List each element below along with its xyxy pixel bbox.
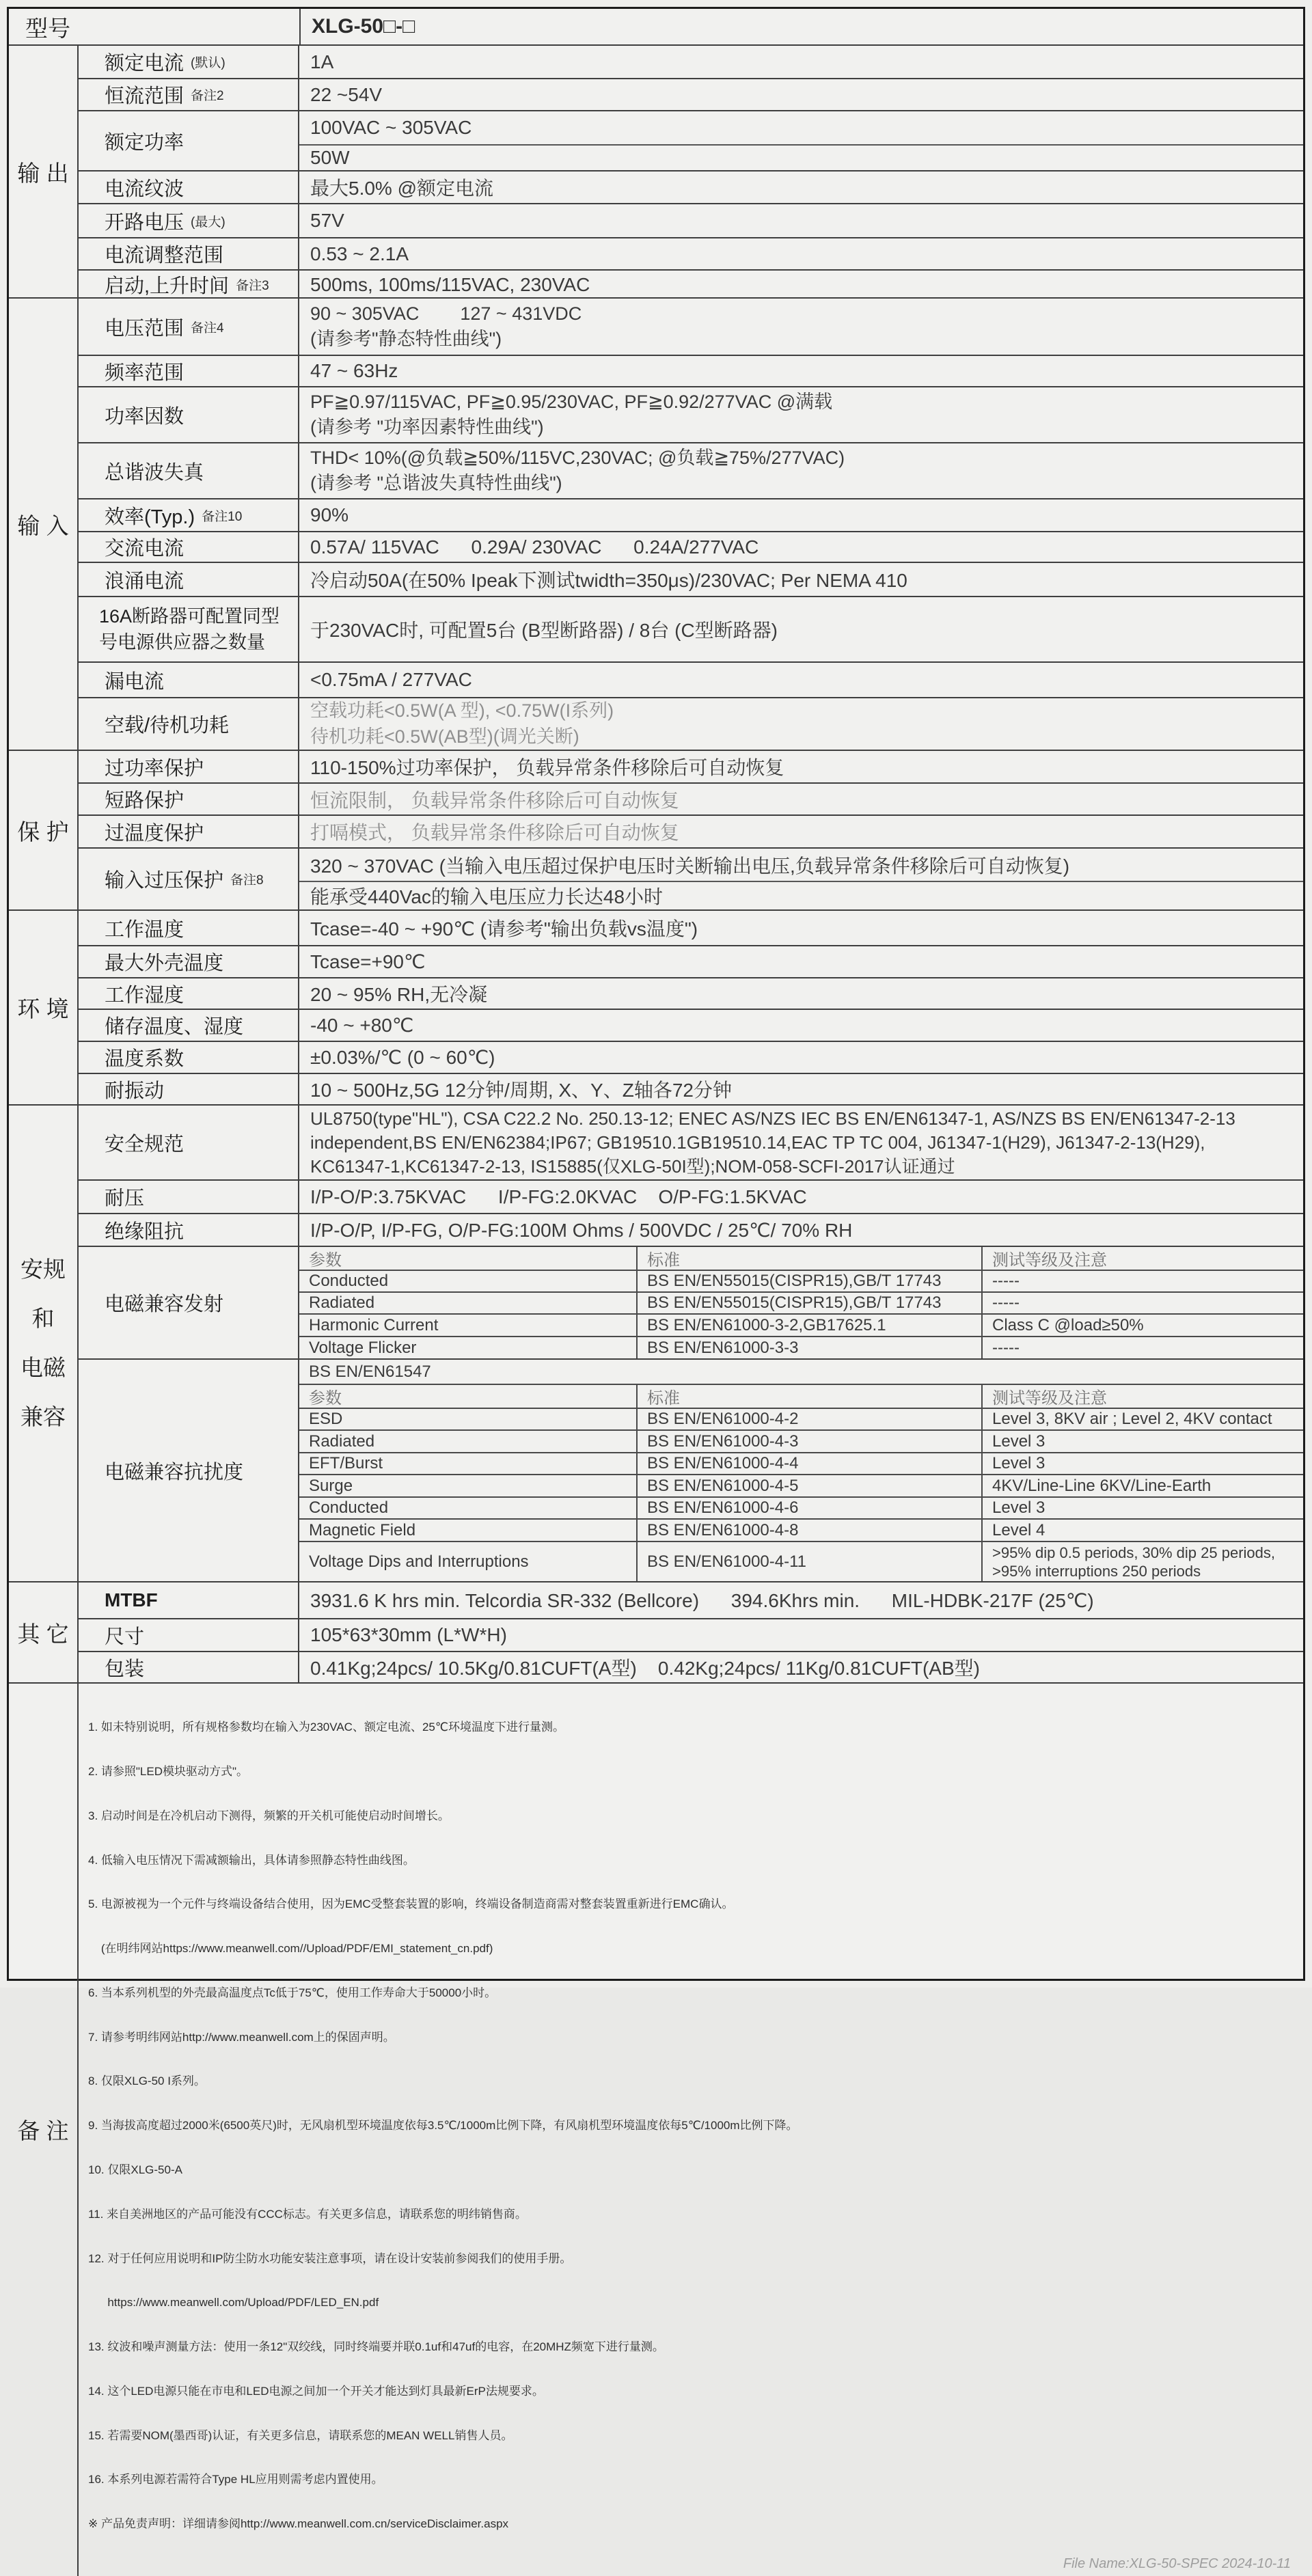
value-line: 90 ~ 305VAC 127 ~ 431VDC xyxy=(310,303,582,324)
model-row xyxy=(9,9,1303,44)
ripple-value: 最大5.0% @额定电流 xyxy=(310,178,494,199)
open-circuit-voltage-label xyxy=(79,204,299,237)
note-cell: Level 3 xyxy=(992,1498,1046,1517)
immunity-header-standard: 标准 xyxy=(638,1385,983,1408)
standard-cell: BS EN/EN55015(CISPR15),GB/T 17743 xyxy=(638,1293,983,1313)
label-note: 备注3 xyxy=(236,279,269,293)
row-short-circuit xyxy=(79,782,1303,814)
value-line: 空载功耗<0.5W(A 型), <0.75W(I系列) xyxy=(310,700,614,722)
ac-current-label xyxy=(79,532,299,562)
label-text: 输入过压保护 xyxy=(105,870,224,892)
storage-label xyxy=(79,1010,299,1041)
row-vibration xyxy=(79,1073,1303,1104)
note-cell: 4KV/Line-Line 6KV/Line-Earth xyxy=(992,1476,1212,1495)
immunity-row-esd xyxy=(299,1408,1303,1429)
emission-row-conducted xyxy=(299,1270,1303,1291)
note-line: 3. 启动时间是在冷机启动下测得，频繁的开关机可能使启动时间增长。 xyxy=(88,1809,450,1822)
row-no-load-power xyxy=(79,697,1303,750)
input-ovp-label xyxy=(79,849,299,909)
vibration-value: 10 ~ 500Hz,5G 12分钟/周期, X、Y、Z轴各72分钟 xyxy=(310,1080,732,1101)
label-text: 耐振动 xyxy=(105,1080,165,1102)
note-line: 1. 如未特别说明，所有规格参数均在输入为230VAC、额定电流、25℃环境温度下进行量测。 xyxy=(88,1721,564,1734)
current-adjust-range-label xyxy=(79,238,299,269)
note-line: >95% interruptions 250 periods xyxy=(992,1562,1201,1580)
no-load-power-value xyxy=(299,698,1303,750)
withstand-voltage-label xyxy=(79,1181,299,1213)
section-input xyxy=(9,297,1303,750)
over-temperature-label xyxy=(79,816,299,847)
label-text: 绝缘阻抗 xyxy=(105,1220,184,1243)
emission-header-param: 参数 xyxy=(299,1247,638,1270)
row-isolation-resistance xyxy=(79,1213,1303,1246)
mtbf-label xyxy=(79,1582,299,1618)
note-cell: Class C @load≥50% xyxy=(992,1315,1144,1334)
note-line: 5. 电源被视为一个元件与终端设备结合使用，因为EMC受整套装置的影响，终端设备制造商需对整套装置重新进行EMC确认。 xyxy=(88,1897,734,1911)
section-output-label: 输 出 xyxy=(9,46,79,297)
section-label-line: 兼容 xyxy=(20,1404,66,1429)
section-label-line: 电磁 xyxy=(20,1355,66,1380)
label-text: 电流调整范围 xyxy=(105,245,224,266)
label-text: 漏电流 xyxy=(105,670,165,693)
vibration-label xyxy=(79,1074,299,1104)
section-environment xyxy=(9,909,1303,1104)
over-power-label xyxy=(79,751,299,782)
max-case-temp-label xyxy=(79,946,299,977)
immunity-row-surge xyxy=(299,1474,1303,1496)
inrush-current-label xyxy=(79,563,299,596)
label-text: 尺寸 xyxy=(105,1626,145,1648)
input-ovp-value-bottom: 能承受440Vac的输入电压应力长达48小时 xyxy=(299,881,1303,909)
param-cell: Radiated xyxy=(299,1431,638,1452)
label-text: 交流电流 xyxy=(105,538,184,560)
row-ac-current xyxy=(79,531,1303,562)
note-cell: Level 3 xyxy=(992,1431,1046,1451)
safety-standards-value xyxy=(299,1106,1303,1179)
note-cell: Level 4 xyxy=(992,1520,1046,1539)
ac-current-value: 0.57A/ 115VAC 0.29A/ 230VAC 0.24A/277VAC xyxy=(310,536,759,558)
label-text: 温度系数 xyxy=(105,1048,184,1070)
section-notes xyxy=(9,1682,1303,2576)
label-text: 额定电流 xyxy=(105,53,184,74)
setup-rise-time-label xyxy=(79,271,299,299)
cc-range-value: 22 ~54V xyxy=(310,83,383,105)
emc-emission-label xyxy=(79,1247,299,1358)
param-cell: Voltage Dips and Interruptions xyxy=(299,1542,638,1581)
section-protection-label: 保 护 xyxy=(9,751,79,909)
cc-range-label xyxy=(79,79,299,110)
note-line: 11. 来自美洲地区的产品可能没有CCC标志。有关更多信息，请联系您的明纬销售商。 xyxy=(88,2207,527,2221)
note-line: 10. 仅限XLG-50-A xyxy=(88,2163,182,2176)
section-environment-label: 环 境 xyxy=(9,911,79,1104)
dimension-label xyxy=(79,1619,299,1651)
row-breaker xyxy=(79,596,1303,661)
label-text: 包装 xyxy=(105,1658,145,1680)
immunity-row-dips xyxy=(299,1541,1303,1581)
label-text: 空载/待机功耗 xyxy=(105,715,230,737)
voltage-range-value xyxy=(299,299,1303,355)
note-line: 12. 对于任何应用说明和IP防尘防水功能安装注意事项，请在设计安装前参阅我们的使用手册。 xyxy=(88,2251,572,2265)
row-leakage-current xyxy=(79,661,1303,697)
standard-cell: BS EN/EN61000-4-2 xyxy=(638,1409,983,1429)
label-note: (默认) xyxy=(191,56,226,70)
note-cell: ----- xyxy=(992,1293,1020,1312)
label-note: 备注8 xyxy=(230,873,264,888)
note-line: 14. 这个LED电源只能在市电和LED电源之间加一个开关才能达到灯具最新ErP法规要求。 xyxy=(88,2384,544,2398)
row-efficiency xyxy=(79,498,1303,531)
temp-coefficient-value: ±0.03%/℃ (0 ~ 60℃) xyxy=(310,1047,495,1068)
section-label-line: 安规 xyxy=(20,1257,66,1282)
standard-cell: BS EN/EN61000-4-6 xyxy=(638,1498,983,1518)
value-line: (请参考"静态特性曲线") xyxy=(310,329,502,349)
efficiency-value: 90% xyxy=(310,504,349,525)
thd-value xyxy=(299,443,1303,498)
working-temp-value: Tcase=-40 ~ +90℃ (请参考"输出负载vs温度") xyxy=(310,918,698,940)
label-text: 开路电压 xyxy=(105,211,184,234)
leakage-current-value: <0.75mA / 277VAC xyxy=(310,669,472,690)
frequency-range-label xyxy=(79,356,299,386)
withstand-voltage-value: I/P-O/P:3.75KVAC I/P-FG:2.0KVAC O/P-FG:1.5KVAC xyxy=(310,1186,807,1207)
mtbf-value: 3931.6 K hrs min. Telcordia SR-332 (Bellcore) 394.6Khrs min. MIL-HDBK-217F (25℃) xyxy=(310,1589,1094,1611)
value-line: (请参考 "总谐波失真特性曲线") xyxy=(310,473,562,493)
standard-cell: BS EN/EN61000-3-3 xyxy=(638,1337,983,1358)
short-circuit-label xyxy=(79,784,299,814)
row-voltage-range xyxy=(79,299,1303,355)
label-note: 备注2 xyxy=(191,89,224,103)
standard-cell: BS EN/EN55015(CISPR15),GB/T 17743 xyxy=(638,1271,983,1291)
section-output xyxy=(9,44,1303,297)
inrush-current-value: 冷启动50A(在50% Ipeak下测试twidth=350μs)/230VAC; Per NEMA 410 xyxy=(310,570,907,591)
label-text: 电流纹波 xyxy=(105,178,184,200)
note-line: 16. 本系列电源若需符合Type HL应用则需考虑内置使用。 xyxy=(88,2473,383,2486)
label-text: 启动,上升时间 xyxy=(105,275,230,297)
immunity-header-param: 参数 xyxy=(299,1385,638,1408)
param-cell: Voltage Flicker xyxy=(299,1337,638,1358)
label-text: 过温度保护 xyxy=(105,822,204,845)
row-emc-immunity xyxy=(79,1358,1303,1581)
row-mtbf xyxy=(79,1582,1303,1618)
over-temperature-value: 打嗝模式， 负载异常条件移除后可自动恢复 xyxy=(310,822,679,843)
ripple-label xyxy=(79,172,299,203)
row-withstand-voltage xyxy=(79,1179,1303,1213)
note-cell: ----- xyxy=(992,1272,1020,1290)
power-factor-label xyxy=(79,387,299,442)
immunity-row-conducted xyxy=(299,1496,1303,1518)
emission-row-flicker xyxy=(299,1336,1303,1358)
thd-label xyxy=(79,443,299,498)
short-circuit-value: 恒流限制， 负载异常条件移除后可自动恢复 xyxy=(310,789,679,811)
row-setup-rise-time xyxy=(79,269,1303,299)
rated-current-value: 1A xyxy=(310,51,334,72)
note-cell: Level 3, 8KV air ; Level 2, 4KV contact xyxy=(992,1410,1272,1428)
section-safety-emc xyxy=(9,1104,1303,1581)
max-case-temp-value: Tcase=+90℃ xyxy=(310,951,426,972)
breaker-value: 于230VAC时, 可配置5台 (B型断路器) / 8台 (C型断路器) xyxy=(310,620,778,641)
row-storage xyxy=(79,1009,1303,1041)
row-input-ovp xyxy=(79,847,1303,909)
standard-cell: BS EN/EN61000-4-3 xyxy=(638,1431,983,1452)
param-cell: ESD xyxy=(299,1409,638,1429)
label-text: 耐压 xyxy=(105,1188,145,1209)
voltage-range-label xyxy=(79,299,299,355)
model-value: XLG-50□-□ xyxy=(312,15,415,38)
label-text: 短路保护 xyxy=(105,790,184,812)
value-line: 待机功耗<0.5W(AB型)(调光关断) xyxy=(310,726,579,747)
note-cell: Level 3 xyxy=(992,1454,1046,1472)
row-thd xyxy=(79,442,1303,498)
label-text: 工作温度 xyxy=(105,918,184,941)
emc-immunity-label xyxy=(79,1360,299,1581)
standard-cell: BS EN/EN61000-3-2,GB17625.1 xyxy=(638,1315,983,1336)
note-cell: ----- xyxy=(992,1338,1020,1357)
immunity-banner-row xyxy=(299,1360,1303,1384)
param-cell: Radiated xyxy=(299,1293,638,1313)
label-text: MTBF xyxy=(105,1589,158,1611)
row-temp-coefficient xyxy=(79,1041,1303,1073)
rated-power-value: 50W xyxy=(299,144,1303,170)
storage-value: -40 ~ +80℃ xyxy=(310,1015,414,1036)
row-over-temperature xyxy=(79,814,1303,847)
power-factor-value xyxy=(299,387,1303,442)
param-cell: Harmonic Current xyxy=(299,1315,638,1336)
row-inrush-current xyxy=(79,562,1303,596)
emission-header-note: 测试等级及注意 xyxy=(992,1251,1107,1270)
row-working-temp xyxy=(79,911,1303,945)
label-text: 频率范围 xyxy=(105,361,184,384)
row-frequency-range xyxy=(79,355,1303,386)
note-line: 4. 低输入电压情况下需减额输出，具体请参照静态特性曲线图。 xyxy=(88,1853,415,1867)
value-line: KC61347-1,KC61347-2-13, IS15885(仅XLG-50I型);NOM-058-SCFI-2017认证通过 xyxy=(310,1155,955,1177)
immunity-row-magnetic xyxy=(299,1518,1303,1541)
breaker-label xyxy=(79,597,299,661)
section-others-label: 其 它 xyxy=(9,1582,79,1682)
row-ripple xyxy=(79,170,1303,203)
standard-cell: BS EN/EN61000-4-11 xyxy=(638,1542,983,1581)
packing-value: 0.41Kg;24pcs/ 10.5Kg/0.81CUFT(A型) 0.42Kg;24pcs/ 11Kg/0.81CUFT(AB型) xyxy=(310,1658,980,1679)
label-text: 总谐波失真 xyxy=(105,461,204,484)
note-line: 6. 当本系列机型的外壳最高温度点Tc低于75℃，使用工作寿命大于50000小时。 xyxy=(88,1986,497,1999)
label-text: 效率(Typ.) xyxy=(105,506,195,528)
rated-current-label xyxy=(79,46,299,78)
label-text: 安全规范 xyxy=(105,1133,184,1155)
note-line: >95% dip 0.5 periods, 30% dip 25 periods, xyxy=(992,1544,1276,1561)
section-protection xyxy=(9,750,1303,909)
file-name: File Name:XLG-50-SPEC 2024-10-11 xyxy=(1063,2556,1291,2572)
param-cell: Conducted xyxy=(299,1271,638,1291)
row-packing xyxy=(79,1651,1303,1682)
row-current-adjust-range xyxy=(79,237,1303,269)
section-input-label: 输 入 xyxy=(9,299,79,750)
frequency-range-value: 47 ~ 63Hz xyxy=(310,360,398,381)
row-max-case-temp xyxy=(79,945,1303,977)
current-adjust-range-value: 0.53 ~ 2.1A xyxy=(310,243,409,264)
section-safety-emc-label xyxy=(9,1106,79,1581)
note-line: ※ 产品免责声明：详细请参阅http://www.meanwell.com.cn/serviceDisclaimer.aspx xyxy=(88,2517,509,2531)
temp-coefficient-label xyxy=(79,1042,299,1073)
rated-power-values xyxy=(299,111,1303,170)
model-label: 型号 xyxy=(9,9,301,44)
label-text: 功率因数 xyxy=(105,405,184,428)
isolation-resistance-value: I/P-O/P, I/P-FG, O/P-FG:100M Ohms / 500VDC / 25℃/ 70% RH xyxy=(310,1219,853,1241)
safety-standards-label xyxy=(79,1106,299,1179)
note-line: (在明纬网站https://www.meanwell.com//Upload/PDF/EMI_statement_cn.pdf) xyxy=(88,1942,493,1956)
leakage-current-label xyxy=(79,663,299,697)
section-others xyxy=(9,1581,1303,1682)
setup-rise-time-value: 500ms, 100ms/115VAC, 230VAC xyxy=(310,273,590,295)
immunity-header-row xyxy=(299,1384,1303,1408)
emission-header-standard: 标准 xyxy=(638,1247,983,1270)
row-cc-range xyxy=(79,78,1303,110)
row-working-humidity xyxy=(79,977,1303,1009)
label-line: 16A断路器可配置同型 xyxy=(99,606,280,627)
param-cell: Magnetic Field xyxy=(299,1520,638,1541)
note-line: https://www.meanwell.com/Upload/PDF/LED_EN.pdf xyxy=(88,2296,379,2310)
rated-power-condition: 100VAC ~ 305VAC xyxy=(310,117,472,138)
immunity-banner: BS EN/EN61547 xyxy=(309,1362,431,1381)
note-line: 8. 仅限XLG-50 I系列。 xyxy=(88,2074,206,2088)
note-line: 2. 请参照"LED模块驱动方式"。 xyxy=(88,1764,249,1778)
dimension-value: 105*63*30mm (L*W*H) xyxy=(310,1624,507,1645)
input-ovp-value-top: 320 ~ 370VAC (当输入电压超过保护电压时关断输出电压,负载异常条件移除后可自动恢复) xyxy=(310,855,1070,877)
section-notes-label: 备 注 xyxy=(9,1684,79,2576)
row-safety-standards xyxy=(79,1106,1303,1179)
immunity-row-eft xyxy=(299,1452,1303,1474)
row-dimension xyxy=(79,1618,1303,1651)
emission-row-radiated xyxy=(299,1291,1303,1313)
emc-emission-table xyxy=(299,1247,1303,1358)
isolation-resistance-label xyxy=(79,1214,299,1246)
label-text: 储存温度、湿度 xyxy=(105,1016,244,1038)
note-cell xyxy=(983,1542,1303,1581)
emission-header-row xyxy=(299,1247,1303,1270)
note-line: 9. 当海拔高度超过2000米(6500英尺)时，无风扇机型环境温度依每3.5℃/1000m比例下降，有风扇机型环境温度依每5℃/1000m比例下降。 xyxy=(88,2119,798,2133)
label-text: 最大外壳温度 xyxy=(105,953,224,974)
note-line: 15. 若需要NOM(墨西哥)认证，有关更多信息，请联系您的MEAN WELL销售人员。 xyxy=(88,2428,513,2442)
label-text: 额定功率 xyxy=(105,131,184,154)
note-line: 13. 纹波和噪声测量方法：使用一条12"双绞线，同时终端要并联0.1uf和47uf的电容，在20MHZ频宽下进行量测。 xyxy=(88,2340,664,2354)
no-load-power-label xyxy=(79,698,299,750)
emission-row-harmonic xyxy=(299,1313,1303,1336)
label-text: 浪涌电流 xyxy=(105,570,184,592)
value-line: THD< 10%(@负载≧50%/115VC,230VAC; @负载≧75%/277VAC) xyxy=(310,447,845,468)
working-temp-label xyxy=(79,911,299,945)
param-cell: Surge xyxy=(299,1475,638,1496)
label-note: 备注10 xyxy=(202,509,243,524)
label-text: 电磁兼容发射 xyxy=(105,1293,224,1315)
emc-immunity-table xyxy=(299,1360,1303,1581)
efficiency-label xyxy=(79,499,299,531)
working-humidity-label xyxy=(79,978,299,1009)
row-rated-power xyxy=(79,110,1303,170)
label-text: 电磁兼容抗扰度 xyxy=(105,1461,244,1483)
notes-list xyxy=(79,1684,1303,2576)
value-line: PF≧0.97/115VAC, PF≧0.95/230VAC, PF≧0.92/277VAC @满载 xyxy=(310,391,833,412)
row-emc-emission xyxy=(79,1246,1303,1358)
note-line: 7. 请参考明纬网站http://www.meanwell.com上的保固声明。 xyxy=(88,2030,395,2044)
row-open-circuit-voltage xyxy=(79,203,1303,237)
input-ovp-values xyxy=(299,849,1303,909)
label-text: 电压范围 xyxy=(105,317,184,340)
label-text: 过功率保护 xyxy=(105,757,204,780)
label-line: 号电源供应器之数量 xyxy=(99,632,265,653)
value-line: UL8750(type"HL"), CSA C22.2 No. 250.13-12; ENEC AS/NZS IEC BS EN/EN61347-1, AS/NZS BS EN/EN61347-2-13 xyxy=(310,1108,1235,1129)
standard-cell: BS EN/EN61000-4-4 xyxy=(638,1453,983,1474)
value-line: independent,BS EN/EN62384;IP67; GB19510.1GB19510.14,EAC TP TC 004, J61347-1(H29), J61347-2-13(H29), xyxy=(310,1132,1205,1153)
label-text: 工作湿度 xyxy=(105,984,184,1006)
row-over-power xyxy=(79,751,1303,782)
param-cell: EFT/Burst xyxy=(299,1453,638,1474)
standard-cell: BS EN/EN61000-4-5 xyxy=(638,1475,983,1496)
working-humidity-value: 20 ~ 95% RH,无冷凝 xyxy=(310,984,488,1005)
value-line: (请参考 "功率因素特性曲线") xyxy=(310,417,544,437)
open-circuit-voltage-value: 57V xyxy=(310,210,344,231)
standard-cell: BS EN/EN61000-4-8 xyxy=(638,1520,983,1541)
immunity-row-radiated xyxy=(299,1429,1303,1452)
packing-label xyxy=(79,1652,299,1682)
label-note: 备注4 xyxy=(191,320,224,335)
spec-table xyxy=(7,7,1305,2572)
immunity-header-note: 测试等级及注意 xyxy=(992,1389,1107,1408)
section-label-line: 和 xyxy=(31,1306,55,1331)
rated-power-label xyxy=(79,111,299,170)
label-note: (最大) xyxy=(191,215,226,230)
row-rated-current xyxy=(79,46,1303,78)
label-text: 恒流范围 xyxy=(105,85,184,107)
param-cell: Conducted xyxy=(299,1498,638,1518)
over-power-value: 110-150%过功率保护， 负载异常条件移除后可自动恢复 xyxy=(310,757,784,778)
row-power-factor xyxy=(79,386,1303,442)
